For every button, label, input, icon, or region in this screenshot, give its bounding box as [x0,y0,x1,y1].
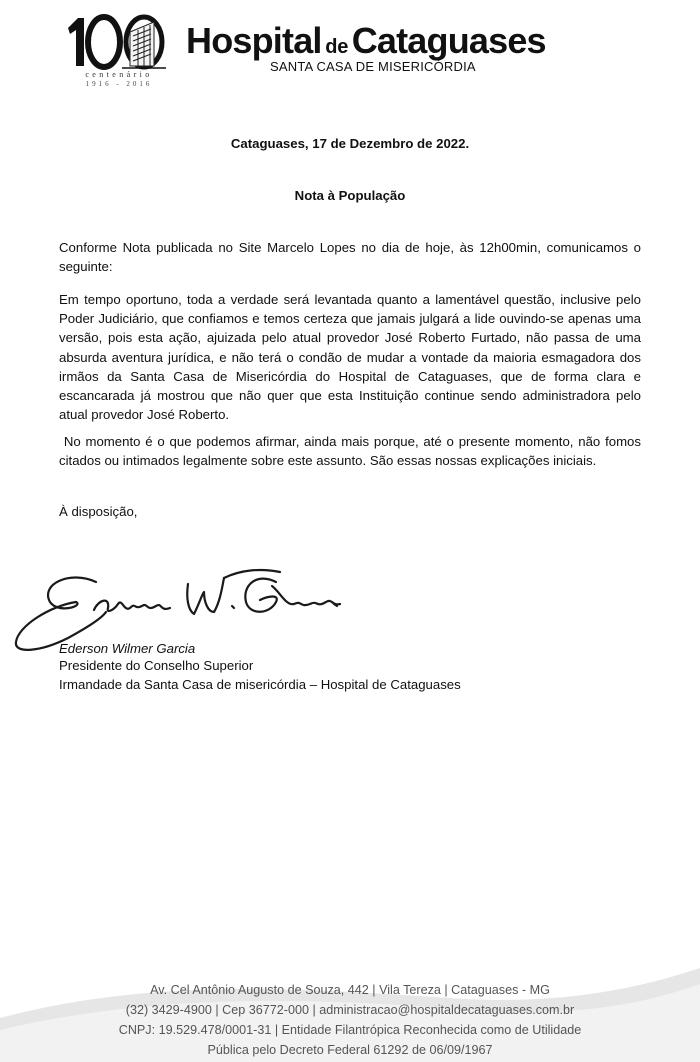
letter-closing: À disposição, [59,504,138,519]
footer-info [0,980,700,1060]
paragraph-1: Conforme Nota publicada no Site Marcelo Lopes no dia de hoje, às 12h00min, comunicamos o seguinte: [59,240,641,275]
signatory-organization: Irmandade da Santa Casa de misericórdia – Hospital de Cataguases [59,677,461,692]
signatory-role: Presidente do Conselho Superior [59,658,254,673]
footer-address: Av. Cel Antônio Augusto de Souza, 442 | Vila Tereza | Cataguases - MG [150,983,550,997]
hospital-subtitle: SANTA CASA DE MISERICÓRDIA [270,59,476,74]
logo-years: 1916 - 2016 [85,80,153,88]
hospital-name-part2: Cataguases [351,20,546,61]
letter-date: Cataguases, 17 de Dezembro de 2022. [230,136,470,151]
footer-contact: (32) 3429-4900 | Cep 36772-000 | administracao@hospitaldecataguases.com.br [125,1003,575,1017]
hospital-name-connector: de [325,36,349,58]
footer-decree: Pública pelo Decreto Federal 61292 de 06/09/1967 [207,1043,493,1057]
paragraph-2: Em tempo oportuno, toda a verdade será levantada quanto a lamentável questão, inclusive pelo Poder Judiciário, que confiamos e temos certeza que jamais julgará a lide ouvindo-se apenas uma versão, pois esta ação, ajuizada pelo atual provedor José Roberto Furtado, não passa de uma absurda aventura jurídica, e não terá o condão de mudar a vontade da maioria esmagadora dos irmãos da Santa Casa de Misericórdia do Hospital de Cataguases, que de forma clara e escancarada já mostrou que não quer que esta Instituição continue sendo administradora pelo atual provedor José Roberto. [59,292,641,423]
paragraph-3: No momento é o que podemos afirmar, ainda mais porque, até o presente momento, não fomos citados ou intimados legalmente sobre este assunto. São essas nossas explicações iniciais. [59,434,645,469]
letter-title: Nota à População [294,188,406,203]
hospital-name [186,20,546,62]
logo-caption: centenário [85,70,153,79]
signatory-name: Ederson Wilmer Garcia [59,641,196,656]
footer-cnpj: CNPJ: 19.529.478/0001-31 | Entidade Filantrópica Reconhecida como de Utilidade [118,1023,582,1037]
hospital-name-part1: Hospital [186,20,322,61]
